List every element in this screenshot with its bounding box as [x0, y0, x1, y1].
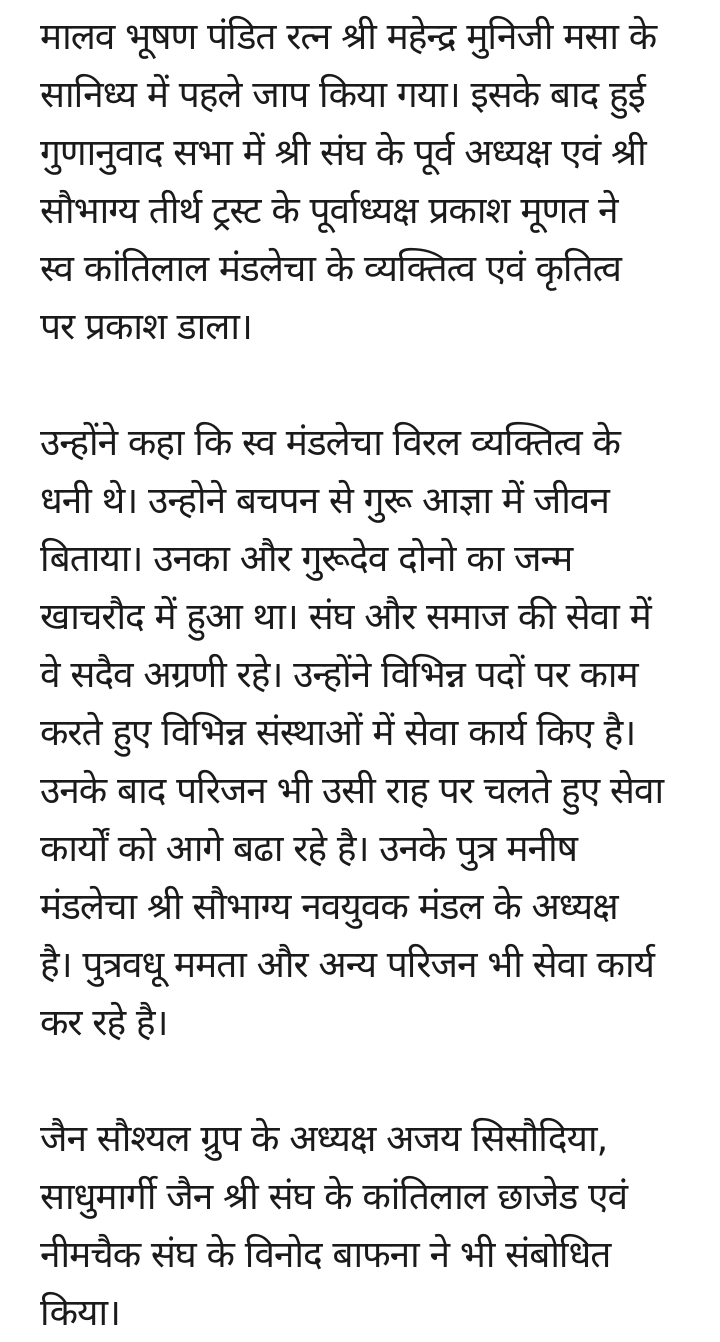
- text-line: गुणानुवाद सभा में श्री संघ के पूर्व अध्यक्ष एवं श्री: [40, 131, 646, 174]
- article-body: [40, 8, 680, 1342]
- text-line: मालव भूषण पंडित रत्न श्री महेन्द्र मुनिजी मसा के: [40, 15, 657, 58]
- text-line: मंडलेचा श्री सौभाग्य नवयुवक मंडल के अध्यक्ष: [40, 885, 618, 928]
- text-line: साधुमार्गी जैन श्री संघ के कांतिलाल छाजेड एवं: [40, 1175, 628, 1218]
- text-line: करते हुए विभिन्न संस्थाओं में सेवा कार्य किए है।: [40, 711, 636, 754]
- text-line: बिताया। उनका और गुरूदेव दोनो का जन्म: [40, 537, 573, 580]
- paragraph-gap: [40, 1052, 680, 1110]
- paragraph-gap: [40, 356, 680, 414]
- text-line: कर रहे है।: [40, 1001, 168, 1044]
- text-line: खाचरौद में हुआ था। संघ और समाज की सेवा में: [40, 595, 651, 638]
- text-line: किया।: [40, 1291, 121, 1334]
- paragraph-2: [40, 414, 680, 1052]
- text-line: उनके बाद परिजन भी उसी राह पर चलते हुए सेवा: [40, 769, 664, 812]
- text-line: कार्यों को आगे बढा रहे है। उनके पुत्र मनीष: [40, 827, 578, 870]
- paragraph-1: [40, 8, 680, 356]
- text-line: उन्होंने कहा कि स्व मंडलेचा विरल व्यक्तित्व के: [40, 421, 620, 464]
- text-line: सौभाग्य तीर्थ ट्रस्ट के पूर्वाध्यक्ष प्रकाश मूणत ने: [40, 189, 618, 232]
- text-line: वे सदैव अग्रणी रहे। उन्होंने विभिन्न पदों पर काम: [40, 653, 638, 696]
- text-line: पर प्रकाश डाला।: [40, 305, 252, 348]
- text-line: है। पुत्रवधू ममता और अन्य परिजन भी सेवा कार्य: [40, 943, 655, 986]
- text-line: सानिध्य में पहले जाप किया गया। इसके बाद हुई: [40, 73, 645, 116]
- text-line: धनी थे। उन्होने बचपन से गुरू आज्ञा में जीवन: [40, 479, 609, 522]
- paragraph-3: [40, 1110, 680, 1342]
- text-line: जैन सौश्यल ग्रुप के अध्यक्ष अजय सिसौदिया,: [40, 1117, 608, 1160]
- text-line: नीमचैक संघ के विनोद बाफना ने भी संबोधित: [40, 1233, 611, 1276]
- text-line: स्व कांतिलाल मंडलेचा के व्यक्तित्व एवं कृतित्व: [40, 247, 621, 290]
